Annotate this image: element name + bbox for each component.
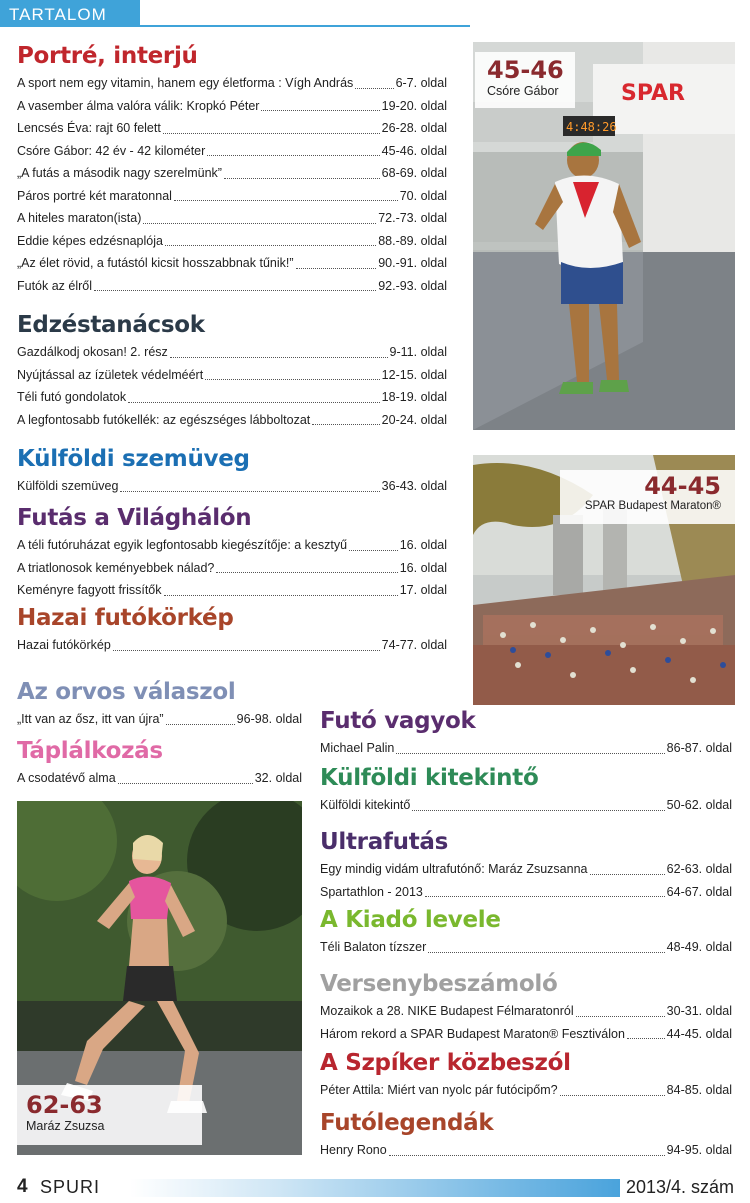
toc-entry-page: 62-63. oldal (666, 862, 732, 876)
dot-leader (425, 896, 665, 897)
dot-leader (296, 268, 377, 269)
runner-photo-pages: 62-63 (26, 1091, 103, 1119)
toc-entry-title: Külföldi szemüveg (17, 479, 119, 493)
toc-entry-page: 84-85. oldal (666, 1083, 732, 1097)
toc-entry[interactable] (17, 341, 447, 364)
dot-leader (163, 133, 380, 134)
section-title: Táplálkozás (17, 738, 163, 764)
dot-leader (576, 1016, 665, 1017)
toc-entry-title: Keményre fagyott frissítők (17, 583, 162, 597)
section-title: Az orvos válaszol (17, 679, 236, 705)
toc-entry[interactable] (17, 140, 447, 163)
section-szpiker (320, 1049, 732, 1102)
section-ultra (320, 828, 732, 903)
dot-leader (164, 595, 398, 596)
section-hazai (17, 604, 447, 657)
section-edzes (17, 311, 447, 431)
section-title: Futás a Világhálón (17, 505, 252, 531)
toc-entry[interactable] (17, 364, 447, 387)
toc-entry-title: Péter Attila: Miért van nyolc pár futócipőm? (320, 1083, 558, 1097)
toc-entry-title: A csodatévő alma (17, 771, 116, 785)
section-title: Hazai futókörkép (17, 605, 234, 631)
dot-leader (207, 155, 379, 156)
dot-leader (216, 572, 397, 573)
toc-entry-title: „A futás a második nagy szerelmünk” (17, 166, 222, 180)
toc-entry-title: Csóre Gábor: 42 év - 42 kilométer (17, 143, 206, 158)
toc-entry-page: 70. oldal (399, 188, 447, 203)
toc-entry-page: 17. oldal (399, 583, 447, 597)
toc-entry[interactable] (17, 386, 447, 409)
toc-entry-title: A sport nem egy vitamin, hanem egy életforma : Vígh András (17, 76, 354, 90)
dot-leader (170, 357, 388, 358)
section-title: Külföldi szemüveg (17, 446, 250, 472)
dot-leader (349, 550, 398, 551)
dot-leader (224, 178, 380, 179)
footer-gradient-band (130, 1179, 620, 1197)
dot-leader (205, 379, 379, 380)
toc-entry-page: 86-87. oldal (666, 741, 732, 755)
toc-entry-page: 96-98. oldal (236, 712, 302, 726)
dot-leader (261, 110, 379, 111)
section-title: Versenybeszámoló (320, 971, 558, 997)
toc-entry[interactable] (17, 185, 447, 208)
section-title: A Kiadó levele (320, 907, 501, 933)
section-title: Edzéstanácsok (17, 312, 205, 338)
issue-label: 2013/4. szám (625, 1177, 734, 1197)
toc-entry-title: Futók az élről (17, 278, 93, 293)
toc-entry-page: 20-24. oldal (381, 412, 447, 427)
toc-entry-page: 30-31. oldal (666, 1004, 732, 1018)
dot-leader (627, 1038, 665, 1039)
toc-entry-title: Eddie képes edzésnaplója (17, 233, 163, 248)
dot-leader (120, 491, 379, 492)
toc-entry-title: Téli Balaton tízszer (320, 940, 427, 954)
section-title: Futó vagyok (320, 708, 476, 734)
toc-entry-page: 90.-91. oldal (378, 256, 447, 270)
dot-leader (396, 753, 664, 754)
dot-leader (165, 245, 376, 246)
finish-photo-badge (475, 52, 575, 108)
toc-entry-page: 50-62. oldal (666, 798, 732, 812)
toc-entry-page: 6-7. oldal (395, 76, 447, 90)
toc-entry[interactable] (17, 708, 302, 731)
toc-entry-title: Egy mindig vidám ultrafutónő: Maráz Zsuzsanna (320, 862, 588, 876)
toc-entry-title: Hazai futókörkép (17, 638, 111, 652)
section-kiado (320, 906, 732, 959)
toc-entry-title: Mozaikok a 28. NIKE Budapest Félmaratonról (320, 1004, 574, 1018)
toc-entry-page: 18-19. oldal (381, 390, 447, 404)
toc-entry-page: 12-15. oldal (381, 367, 447, 382)
toc-entry-title: Michael Palin (320, 741, 395, 755)
section-portre (17, 42, 447, 297)
dot-leader (128, 402, 380, 403)
dot-leader (312, 424, 379, 425)
toc-entry-title: A hiteles maraton(ista) (17, 211, 142, 225)
toc-entry-page: 36-43. oldal (381, 479, 447, 493)
toc-entry[interactable] (17, 95, 447, 118)
section-title: Ultrafutás (320, 829, 449, 855)
finish-clock: 4:48:26 (566, 120, 617, 134)
toc-entry[interactable] (17, 162, 447, 185)
contents-label: TARTALOM (9, 5, 107, 24)
toc-entry-title: A legfontosabb futókellék: az egészséges lábboltozat (17, 412, 311, 427)
section-verseny (320, 970, 732, 1045)
runner-photo-badge (17, 1085, 202, 1145)
spar-banner-text: SPAR (621, 81, 685, 106)
toc-entry-title: A vasember álma valóra válik: Kropkó Péter (17, 98, 260, 113)
toc-entry-page: 88.-89. oldal (378, 233, 447, 248)
toc-entry[interactable] (17, 275, 447, 298)
page-number: 4 (17, 1176, 28, 1197)
dot-leader (355, 88, 393, 89)
dot-leader (143, 223, 376, 224)
toc-entry-page: 48-49. oldal (666, 940, 732, 954)
dot-leader (118, 783, 253, 784)
toc-entry[interactable] (17, 409, 447, 432)
section-futo (320, 707, 732, 760)
toc-entry-title: Gazdálkodj okosan! 2. rész (17, 345, 168, 359)
section-kulfoldi (17, 445, 447, 498)
section-title: A Szpíker közbeszól (320, 1050, 571, 1076)
toc-entry-title: A téli futóruházat egyik legfontosabb kiegészítője: a kesztyű (17, 538, 348, 552)
dot-leader (113, 650, 380, 651)
marathon-photo-badge (560, 470, 735, 524)
toc-entry[interactable] (320, 881, 732, 904)
toc-entry-title: A triatlonosok keményebbek nálad? (17, 560, 215, 575)
toc-entry[interactable] (17, 534, 447, 557)
section-title: Portré, interjú (17, 43, 198, 69)
toc-entry[interactable] (17, 72, 447, 95)
top-rule (0, 25, 470, 27)
toc-entry[interactable] (17, 579, 447, 602)
toc-entry-page: 16. oldal (399, 560, 447, 575)
dot-leader (412, 810, 664, 811)
toc-entry-page: 72.-73. oldal (378, 211, 447, 225)
toc-entry-page: 92.-93. oldal (378, 278, 447, 293)
toc-entry[interactable] (320, 1139, 732, 1162)
toc-entry-title: Téli futó gondolatok (17, 390, 127, 404)
marathon-photo-caption: SPAR Budapest Maraton® (584, 500, 721, 512)
marathon-photo-pages: 44-45 (644, 472, 721, 500)
toc-entry[interactable] (17, 475, 447, 498)
toc-entry[interactable] (320, 794, 732, 817)
toc-entry[interactable] (320, 1079, 732, 1102)
toc-entry-title: Külföldi kitekintő (320, 798, 411, 812)
runner-photo-caption: Maráz Zsuzsa (26, 1119, 105, 1133)
section-title: Külföldi kitekintő (320, 765, 539, 791)
toc-entry-title: „Az élet rövid, a futástól kicsit hosszabbnak tűnik!” (17, 256, 294, 270)
toc-entry[interactable] (17, 207, 447, 230)
toc-entry-title: Spartathlon - 2013 (320, 884, 423, 899)
finish-photo-pages: 45-46 (487, 56, 564, 84)
toc-entry-page: 74-77. oldal (381, 638, 447, 652)
toc-entry[interactable] (320, 858, 732, 881)
toc-entry-title: Henry Rono (320, 1143, 387, 1157)
dot-leader (560, 1095, 665, 1096)
dot-leader (94, 290, 376, 291)
toc-entry-title: „Itt van az ősz, itt van újra” (17, 712, 164, 726)
section-title: Futólegendák (320, 1110, 494, 1136)
toc-entry-title: Páros portré két maratonnal (17, 188, 172, 203)
toc-entry[interactable] (320, 1000, 732, 1023)
toc-entry-page: 16. oldal (399, 538, 447, 552)
page-footer (0, 1172, 750, 1203)
toc-entry[interactable] (17, 557, 447, 580)
section-kitekinto (320, 764, 732, 817)
toc-entry-page: 94-95. oldal (666, 1143, 732, 1157)
toc-entry-page: 45-46. oldal (381, 143, 447, 158)
section-futas (17, 504, 447, 602)
toc-entry[interactable] (320, 1023, 732, 1046)
toc-entry-page: 32. oldal (254, 771, 302, 785)
dot-leader (428, 952, 664, 953)
section-taplalkozas (17, 737, 302, 790)
magazine-name: SPURI (40, 1177, 101, 1197)
toc-entry[interactable] (320, 737, 732, 760)
toc-entry[interactable] (17, 634, 447, 657)
toc-entry[interactable] (17, 230, 447, 253)
dot-leader (389, 1155, 665, 1156)
toc-entry-page: 68-69. oldal (381, 166, 447, 180)
contents-tab (0, 0, 140, 27)
toc-entry-page: 26-28. oldal (381, 121, 447, 135)
toc-entry-page: 64-67. oldal (666, 884, 732, 899)
toc-entry-page: 9-11. oldal (389, 345, 447, 359)
dot-leader (166, 724, 235, 725)
toc-entry-page: 19-20. oldal (381, 98, 447, 113)
toc-entry[interactable] (17, 117, 447, 140)
dot-leader (590, 874, 665, 875)
toc-entry-title: Nyújtással az ízületek védelméért (17, 367, 204, 382)
toc-entry[interactable] (17, 767, 302, 790)
section-orvos (17, 678, 302, 731)
finish-photo-caption: Csóre Gábor (487, 84, 559, 98)
section-legendak (320, 1109, 732, 1162)
toc-entry[interactable] (320, 936, 732, 959)
toc-entry-title: Három rekord a SPAR Budapest Maraton® Fesztiválon (320, 1026, 625, 1041)
toc-entry-page: 44-45. oldal (666, 1026, 732, 1041)
toc-entry[interactable] (17, 252, 447, 275)
toc-entry-title: Lencsés Éva: rajt 60 felett (17, 121, 161, 135)
dot-leader (174, 200, 398, 201)
